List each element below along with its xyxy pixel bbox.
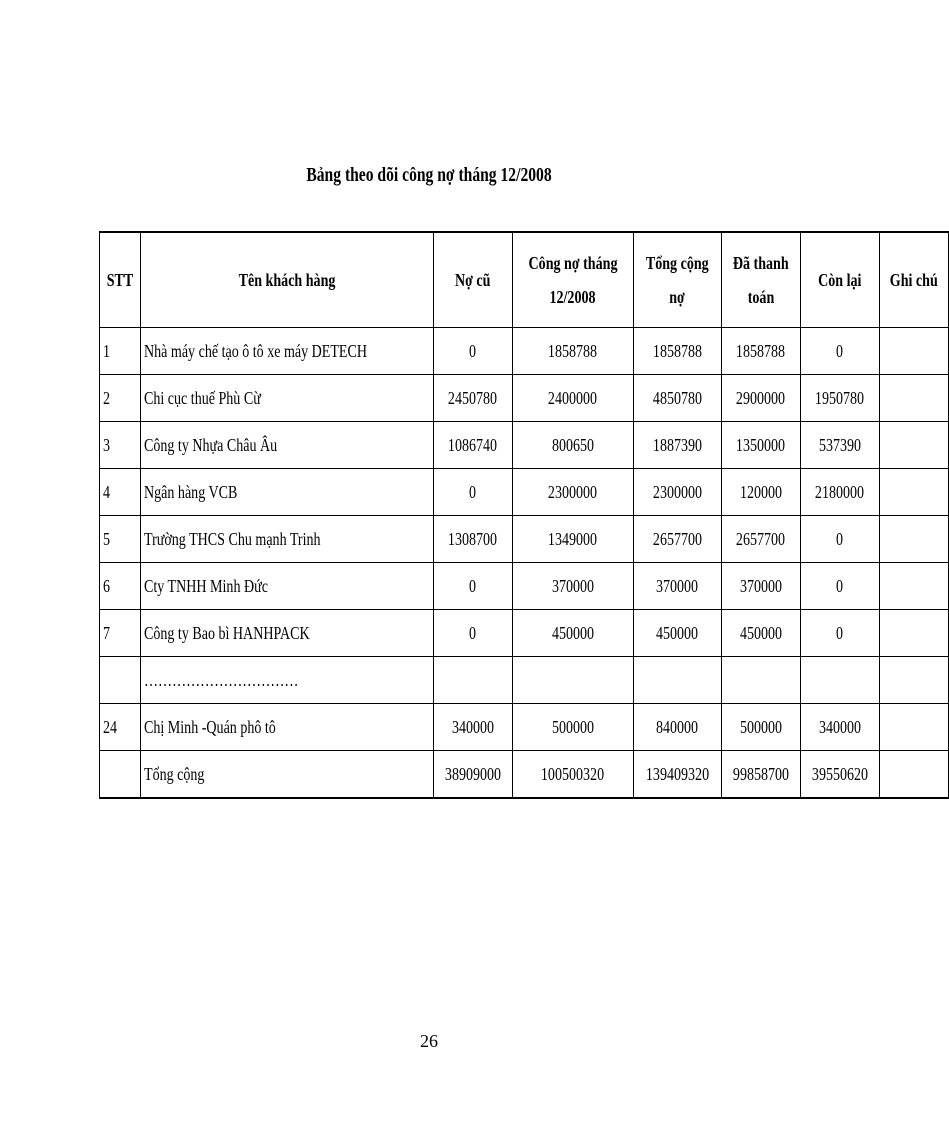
- tong-cell-text: 4850780: [652, 387, 703, 408]
- header-row: [100, 232, 949, 328]
- da-tt-cell-text: 370000: [739, 575, 783, 596]
- da-tt-cell: [721, 422, 800, 469]
- con-lai-cell: [800, 751, 879, 799]
- name-cell-text: Chi cục thuế Phù Cừ: [144, 387, 261, 408]
- no-cu-cell: [433, 704, 512, 751]
- cong-no-cell: [512, 422, 633, 469]
- header-cong-no: Công nợ tháng 12/2008: [512, 232, 633, 328]
- con-lai-cell-text: 0: [836, 528, 844, 549]
- stt-cell: [100, 563, 141, 610]
- con-lai-cell-text: 0: [836, 340, 844, 361]
- con-lai-cell-text: 0: [836, 622, 844, 643]
- stt-cell-text: 1: [103, 340, 111, 361]
- stt-cell: [100, 704, 141, 751]
- tong-cell-text: 450000: [656, 622, 699, 643]
- con-lai-cell: [800, 469, 879, 516]
- cong-no-cell-text: 1349000: [548, 528, 598, 549]
- debt-table: [99, 231, 949, 799]
- header-tong: Tổng cộng nợ: [633, 232, 721, 328]
- name-cell: [141, 657, 434, 704]
- da-tt-cell: [721, 516, 800, 563]
- stt-cell-text: 4: [103, 481, 111, 502]
- cong-no-cell-text: 100500320: [541, 763, 605, 784]
- name-cell-text: Tổng cộng: [144, 763, 205, 784]
- stt-cell: [100, 422, 141, 469]
- cong-no-cell-text: 370000: [551, 575, 595, 596]
- stt-cell: [100, 375, 141, 422]
- cong-no-cell-text: 450000: [551, 622, 595, 643]
- header-name: Tên khách hàng: [141, 232, 434, 328]
- ghi-chu-cell: [879, 422, 948, 469]
- tong-cell-text: 1887390: [652, 434, 703, 455]
- no-cu-cell-text: 0: [469, 340, 477, 361]
- table-row: [100, 751, 949, 799]
- con-lai-cell-text: 39550620: [811, 763, 869, 784]
- con-lai-cell: [800, 375, 879, 422]
- name-cell-text: Nhà máy chế tạo ô tô xe máy DETECH: [144, 340, 368, 361]
- cong-no-cell-text: 2300000: [548, 481, 598, 502]
- no-cu-cell-text: 340000: [451, 716, 495, 737]
- tong-cell: [633, 563, 721, 610]
- name-cell-text: Ngân hàng VCB: [144, 481, 238, 502]
- no-cu-cell: [433, 328, 512, 375]
- table-row: [100, 516, 949, 563]
- da-tt-cell: [721, 751, 800, 799]
- no-cu-cell-text: 0: [469, 622, 477, 643]
- table-title: Bảng theo dõi công nợ tháng 12/2008: [306, 164, 552, 186]
- name-cell-text: Công ty Bao bì HANHPACK: [144, 622, 310, 643]
- cong-no-cell: [512, 516, 633, 563]
- tong-cell-text: 1858788: [652, 340, 703, 361]
- da-tt-cell: [721, 704, 800, 751]
- stt-cell-text: 2: [103, 387, 111, 408]
- header-no-cu: Nợ cũ: [433, 232, 512, 328]
- stt-cell-text: 7: [103, 622, 111, 643]
- cong-no-cell-text: 2400000: [548, 387, 598, 408]
- tong-cell: [633, 375, 721, 422]
- cong-no-cell: [512, 328, 633, 375]
- tong-cell-text: 2657700: [652, 528, 703, 549]
- ghi-chu-cell: [879, 516, 948, 563]
- header-ghi-chu: Ghi chú: [879, 232, 948, 328]
- da-tt-cell-text: 500000: [739, 716, 783, 737]
- table-row: [100, 563, 949, 610]
- con-lai-cell: [800, 328, 879, 375]
- con-lai-cell-text: 0: [836, 575, 844, 596]
- no-cu-cell: [433, 422, 512, 469]
- ghi-chu-cell: [879, 657, 948, 704]
- header-stt: STT: [100, 232, 141, 328]
- con-lai-cell-text: 1950780: [815, 387, 865, 408]
- stt-cell: [100, 516, 141, 563]
- con-lai-cell-text: 2180000: [815, 481, 865, 502]
- name-cell-text: Chị Minh -Quán phô tô: [144, 716, 276, 737]
- stt-cell-text: 5: [103, 528, 111, 549]
- table-row: [100, 657, 949, 704]
- tong-cell: [633, 751, 721, 799]
- cong-no-cell-text: 800650: [551, 434, 595, 455]
- da-tt-cell-text: 99858700: [732, 763, 790, 784]
- table-row: [100, 704, 949, 751]
- stt-cell-text: 24: [103, 716, 118, 737]
- da-tt-cell: [721, 328, 800, 375]
- con-lai-cell-text: 537390: [818, 434, 862, 455]
- name-cell-text: Cty TNHH Minh Đức: [144, 575, 269, 596]
- cong-no-cell: [512, 610, 633, 657]
- da-tt-cell-text: 2900000: [736, 387, 786, 408]
- ghi-chu-cell: [879, 704, 948, 751]
- tong-cell-text: 370000: [656, 575, 699, 596]
- header-con-lai: Còn lại: [800, 232, 879, 328]
- stt-cell: [100, 751, 141, 799]
- tong-cell: [633, 516, 721, 563]
- no-cu-cell-text: 2450780: [448, 387, 498, 408]
- name-cell: [141, 375, 434, 422]
- cong-no-cell-text: 1858788: [548, 340, 598, 361]
- no-cu-cell: [433, 751, 512, 799]
- no-cu-cell: [433, 516, 512, 563]
- da-tt-cell: [721, 563, 800, 610]
- ghi-chu-cell: [879, 469, 948, 516]
- stt-cell-text: 6: [103, 575, 111, 596]
- name-cell: [141, 751, 434, 799]
- table-row: [100, 469, 949, 516]
- name-cell-text: Công ty Nhựa Châu Âu: [144, 434, 278, 455]
- da-tt-cell-text: 2657700: [736, 528, 786, 549]
- da-tt-cell-text: 450000: [739, 622, 783, 643]
- cong-no-cell: [512, 751, 633, 799]
- name-cell-text: Trường THCS Chu mạnh Trinh: [144, 528, 321, 549]
- no-cu-cell-text: 1086740: [448, 434, 498, 455]
- tong-cell: [633, 657, 721, 704]
- tong-cell: [633, 469, 721, 516]
- con-lai-cell: [800, 704, 879, 751]
- con-lai-cell-text: 340000: [818, 716, 862, 737]
- no-cu-cell-text: 38909000: [444, 763, 502, 784]
- con-lai-cell: [800, 563, 879, 610]
- da-tt-cell: [721, 375, 800, 422]
- no-cu-cell: [433, 657, 512, 704]
- da-tt-cell: [721, 657, 800, 704]
- stt-cell-text: 3: [103, 434, 111, 455]
- no-cu-cell: [433, 563, 512, 610]
- ghi-chu-cell: [879, 563, 948, 610]
- name-cell: [141, 610, 434, 657]
- tong-cell-text: 139409320: [645, 763, 710, 784]
- page-number: 26: [420, 1031, 438, 1051]
- cong-no-cell: [512, 469, 633, 516]
- name-cell: [141, 328, 434, 375]
- no-cu-cell-text: 0: [469, 575, 477, 596]
- tong-cell-text: 2300000: [652, 481, 703, 502]
- cong-no-cell: [512, 375, 633, 422]
- no-cu-cell: [433, 610, 512, 657]
- con-lai-cell: [800, 657, 879, 704]
- da-tt-cell: [721, 469, 800, 516]
- no-cu-cell-text: 0: [469, 481, 477, 502]
- table-row: [100, 422, 949, 469]
- da-tt-cell: [721, 610, 800, 657]
- cong-no-cell-text: 500000: [551, 716, 595, 737]
- no-cu-cell: [433, 469, 512, 516]
- tong-cell: [633, 422, 721, 469]
- tong-cell: [633, 704, 721, 751]
- ghi-chu-cell: [879, 375, 948, 422]
- stt-cell: [100, 610, 141, 657]
- ghi-chu-cell: [879, 610, 948, 657]
- no-cu-cell-text: 1308700: [448, 528, 498, 549]
- cong-no-cell: [512, 563, 633, 610]
- con-lai-cell: [800, 516, 879, 563]
- con-lai-cell: [800, 610, 879, 657]
- table-row: [100, 610, 949, 657]
- header-da-thanh-toan: Đã thanh toán: [721, 232, 800, 328]
- da-tt-cell-text: 120000: [739, 481, 783, 502]
- stt-cell: [100, 328, 141, 375]
- ghi-chu-cell: [879, 751, 948, 799]
- da-tt-cell-text: 1350000: [736, 434, 786, 455]
- name-cell-text: ……………………………: [144, 669, 299, 690]
- name-cell: [141, 704, 434, 751]
- name-cell: [141, 563, 434, 610]
- tong-cell-text: 840000: [656, 716, 699, 737]
- cong-no-cell: [512, 704, 633, 751]
- tong-cell: [633, 328, 721, 375]
- cong-no-cell: [512, 657, 633, 704]
- name-cell: [141, 469, 434, 516]
- name-cell: [141, 422, 434, 469]
- stt-cell: [100, 469, 141, 516]
- table-row: [100, 328, 949, 375]
- stt-cell: [100, 657, 141, 704]
- no-cu-cell: [433, 375, 512, 422]
- ghi-chu-cell: [879, 328, 948, 375]
- con-lai-cell: [800, 422, 879, 469]
- name-cell: [141, 516, 434, 563]
- table-row: [100, 375, 949, 422]
- tong-cell: [633, 610, 721, 657]
- da-tt-cell-text: 1858788: [736, 340, 786, 361]
